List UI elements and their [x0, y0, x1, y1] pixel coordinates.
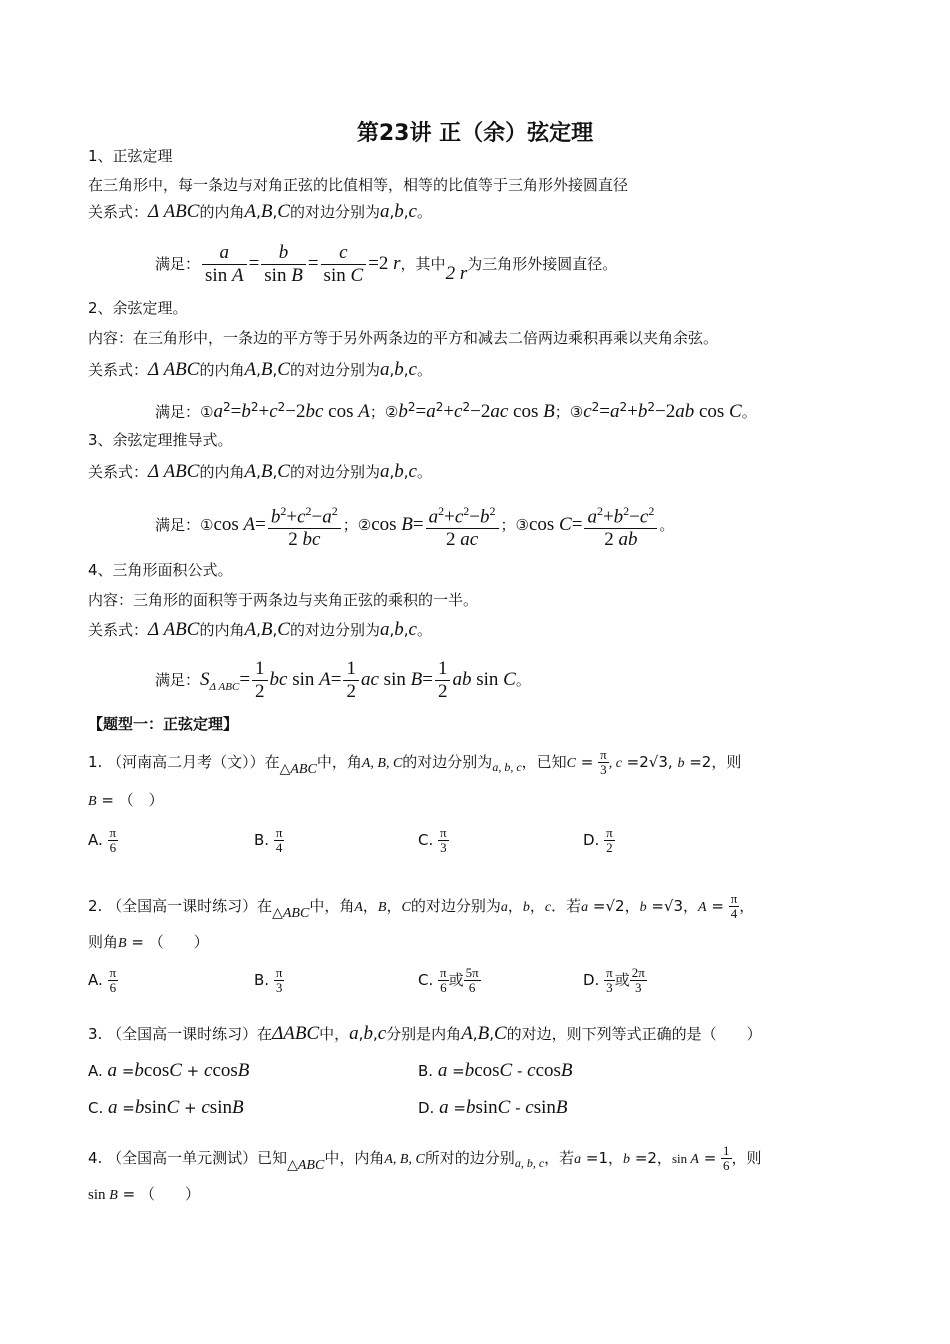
section-2-content: 内容：在三角形中，一条边的平方等于另外两条边的平方和减去二倍两边乘积再乘以夹角余弦。 [88, 329, 719, 347]
q2-option-b[interactable]: B. $\frac{\pi}{3}$ [254, 965, 283, 995]
section-4-heading: 4、三角形面积公式。 [88, 561, 233, 579]
q3-option-a[interactable]: A. a =bcosC + ccosB [88, 1060, 250, 1081]
question-1-stem: B = （ ） [88, 791, 164, 809]
section-4-content: 内容：三角形的面积等于两条边与夹角正弦的乘积的一半。 [88, 591, 479, 609]
question-4-stem: sin B = （ ） [88, 1185, 200, 1203]
section-2-relation: 关系式：Δ ABC的内角A,B,C的对边分别为a,b,c。 [88, 359, 432, 380]
question-2-stem: 则角B = （ ） [88, 933, 209, 951]
q2-option-c[interactable]: C. $\frac{\pi}{6}$ 或 $\frac{5\pi}{6}$ [418, 965, 479, 995]
section-1-relation: 关系式：Δ ABC的内角A,B,C的对边分别为a,b,c。 [88, 201, 432, 222]
q2-option-d[interactable]: D. $\frac{\pi}{3}$ 或 $\frac{2\pi}{3}$ [583, 965, 645, 995]
section-3-heading: 3、余弦定理推导式。 [88, 431, 233, 449]
q1-option-b[interactable]: B. $\frac{\pi}{4}$ [254, 825, 283, 855]
q1-option-d[interactable]: D. $\frac{\pi}{2}$ [583, 825, 613, 855]
q3-option-c[interactable]: C. a =bsinC + csinB [88, 1097, 244, 1118]
question-2: 2. （全国高一课时练习）在△ABC中，角A，B，C的对边分别为a，b，c．若a =√2，b =√3，A = $\frac{\pi}{4}$ ， [88, 891, 755, 921]
section-1-heading: 1、正弦定理 [88, 147, 173, 165]
section-4-relation: 关系式：Δ ABC的内角A,B,C的对边分别为a,b,c。 [88, 619, 432, 640]
section-3-relation: 关系式：Δ ABC的内角A,B,C的对边分别为a,b,c。 [88, 461, 432, 482]
question-4: 4. （全国高一单元测试）已知△ABC中，内角A, B, C所对的边分别$_{a, b, c}$，若a =1，b =2，sin A = $\frac{1}{6}$ ，则 [88, 1143, 762, 1173]
page-title: 第23讲 正（余）弦定理 [356, 121, 594, 146]
sine-law-formula: 满足： $\frac{a}{\text{sin A}}$ = $\frac{b}{\text{sin B}}$ = $\frac{c}{\text{sin C}}$ =2 r，其中2 r为三角形外接圆直径。 [155, 242, 618, 286]
q1-option-a[interactable]: A. $\frac{\pi}{6}$ [88, 825, 117, 855]
area-formula: 满足：$S_{\Delta ABC}=$ $\frac{1}{2}$ bc sin A= $\frac{1}{2}$ ac sin B= $\frac{1}{2}$ ab sin C。 [155, 658, 531, 702]
section-2-heading: 2、余弦定理。 [88, 299, 188, 317]
section-1-content: 在三角形中，每一条边与对角正弦的比值相等，相等的比值等于三角形外接圆直径 [88, 176, 629, 194]
question-1: 1. （河南高二月考（文））在△ABC中，角A, B, C的对边分别为$_{a, b, c}$，已知C = $\frac{\pi}{3}$ , c =2√3, b =2，则 [88, 747, 742, 777]
section-title-type-1: 【题型一：正弦定理】 [88, 715, 239, 733]
cosine-derived-formulas: 满足：①cos A= $\frac{b^2+c^2-a^2}{2 bc}$ ；②cos B= $\frac{a^2+c^2-b^2}{2 ac}$ ；③cos C= $\frac{a^2+b^2-c^2}{2 ab}$ 。 [155, 500, 674, 551]
q3-option-d[interactable]: D. a =bsinC - csinB [418, 1097, 568, 1118]
cosine-law-formulas: 满足：$①a^2=b^2+c^2-2bc$ cos A；$②b^2=a^2+c^2-2ac$ cos B；$③c^2=a^2+b^2-2ab$ cos C。 [155, 400, 757, 422]
question-3: 3. （全国高一课时练习）在ΔABC中，a,b,c分别是内角A,B,C的对边，则下列等式正确的是（ ） [88, 1023, 762, 1044]
q3-option-b[interactable]: B. a =bcosC - ccosB [418, 1060, 573, 1081]
q2-option-a[interactable]: A. $\frac{\pi}{6}$ [88, 965, 117, 995]
q1-option-c[interactable]: C. $\frac{\pi}{3}$ [418, 825, 447, 855]
